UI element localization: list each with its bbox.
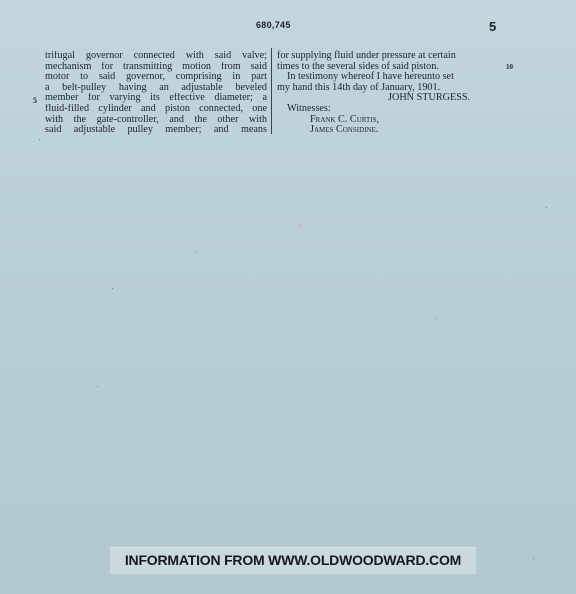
scan-speck [533, 558, 534, 559]
text-line: fluid-filled cylinder and piston connected, one [45, 103, 267, 114]
page-number: 5 [489, 19, 497, 34]
text-line: a belt-pulley having an adjustable beveled [45, 82, 267, 93]
scan-speck [546, 207, 547, 208]
text-line: said adjustable pulley member; and means [45, 125, 267, 136]
left-text-column [45, 51, 267, 136]
text-line: for supplying fluid under pressure at certain [277, 50, 456, 61]
inventor-signature: JOHN STURGESS. [388, 92, 471, 104]
text-line: member for varying its effective diameter; a [45, 93, 267, 104]
text-line: with the gate-controller, and the other with [45, 114, 267, 125]
text-line: times to the several sides of said piston. [277, 60, 439, 72]
scan-speck [300, 225, 301, 226]
watermark-banner [110, 547, 476, 574]
text-line: trifugal governor connected with said valve; [45, 51, 267, 61]
text-line: mechanism for transmitting motion from said [45, 61, 267, 72]
text-line: motor to said governor, comprising in part [45, 72, 267, 83]
patent-number: 680,745 [256, 20, 291, 30]
scan-speck [97, 386, 98, 387]
line-number-10: 10 [506, 63, 513, 71]
text-line: In testimony whereof I have hereunto set [287, 71, 454, 83]
witness-name: James Considine. [310, 124, 379, 136]
text-line: my hand this 14th day of January, 1901. [277, 81, 441, 93]
scan-speck [112, 288, 113, 289]
line-number-5: 5 [33, 96, 37, 105]
witnesses-label: Witnesses: [287, 102, 331, 114]
scan-speck [436, 318, 437, 319]
right-text-column [277, 51, 505, 136]
witness-name: Frank C. Curtis, [310, 113, 380, 125]
column-divider [271, 48, 272, 134]
scan-speck [196, 252, 197, 253]
watermark-text: INFORMATION FROM WWW.OLDWOODWARD.COM [124, 552, 462, 568]
scan-speck [39, 139, 40, 140]
